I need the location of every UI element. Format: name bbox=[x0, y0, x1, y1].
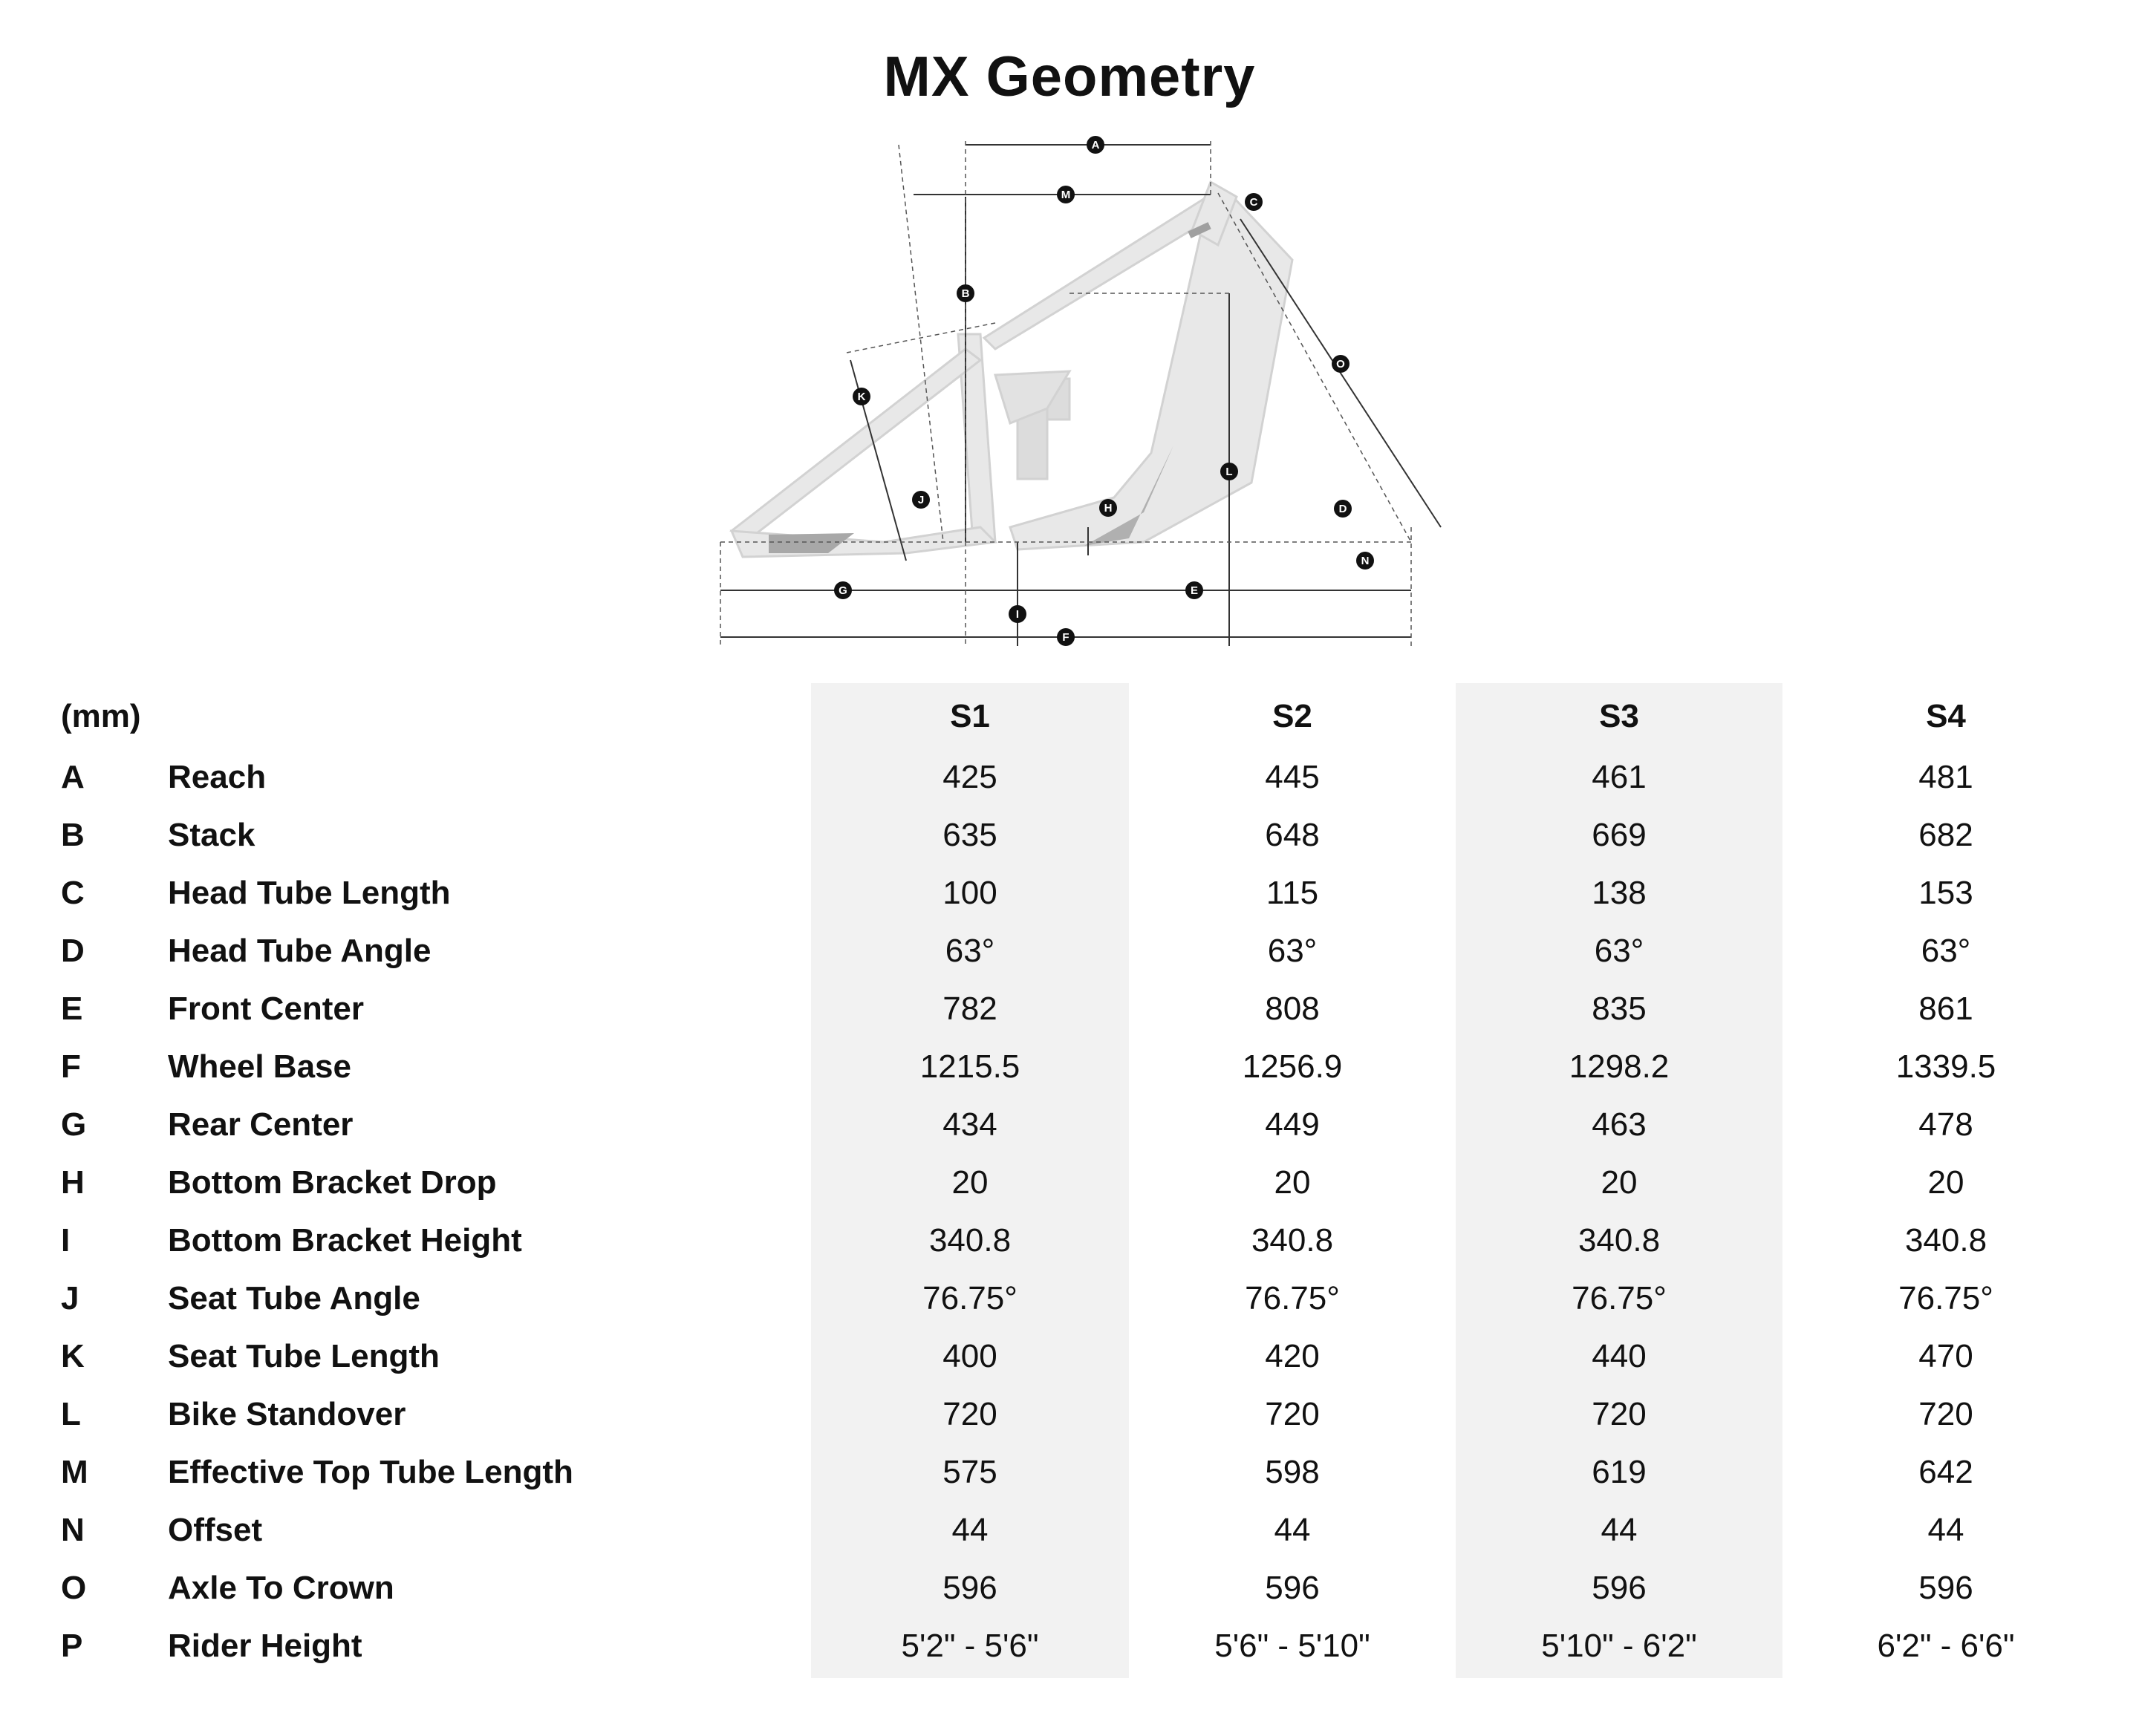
row-label: Front Center bbox=[168, 991, 364, 1027]
cell-s4: 340.8 bbox=[1904, 1222, 1987, 1259]
size-header-s1: S1 bbox=[950, 698, 990, 734]
cell-s3: 669 bbox=[1592, 817, 1647, 853]
cell-s1: 400 bbox=[942, 1338, 997, 1374]
guide-seat-axis bbox=[899, 145, 943, 542]
size-header-s2: S2 bbox=[1272, 698, 1312, 734]
cell-s3: 44 bbox=[1601, 1512, 1638, 1548]
table-row bbox=[0, 991, 2139, 1048]
cell-s4: 44 bbox=[1927, 1512, 1964, 1548]
cell-s1: 434 bbox=[942, 1106, 997, 1143]
table-row bbox=[0, 1512, 2139, 1570]
cell-s3: 340.8 bbox=[1578, 1222, 1661, 1259]
svg-text:E: E bbox=[1190, 584, 1199, 597]
svg-text:B: B bbox=[961, 287, 970, 300]
cell-s1: 635 bbox=[942, 817, 997, 853]
row-label: Seat Tube Angle bbox=[168, 1280, 420, 1316]
row-letter: A bbox=[61, 759, 85, 795]
table-row bbox=[0, 933, 2139, 991]
row-letter: O bbox=[61, 1570, 87, 1606]
cell-s3: 720 bbox=[1592, 1396, 1647, 1432]
cell-s4: 6'2" - 6'6" bbox=[1877, 1628, 2015, 1664]
cell-s3: 1298.2 bbox=[1569, 1048, 1670, 1085]
cell-s1: 5'2" - 5'6" bbox=[901, 1628, 1039, 1664]
row-label: Rider Height bbox=[168, 1628, 362, 1664]
cell-s1: 340.8 bbox=[928, 1222, 1012, 1259]
row-label: Bike Standover bbox=[168, 1396, 406, 1432]
cell-s3: 63° bbox=[1594, 933, 1644, 969]
row-label: Wheel Base bbox=[168, 1048, 351, 1085]
cell-s3: 20 bbox=[1601, 1164, 1638, 1201]
cell-s2: 648 bbox=[1265, 817, 1320, 853]
svg-text:O: O bbox=[1336, 358, 1345, 371]
row-label: Head Tube Length bbox=[168, 875, 451, 911]
marker-I bbox=[1009, 605, 1026, 623]
cell-s2: 720 bbox=[1265, 1396, 1320, 1432]
cell-s2: 44 bbox=[1274, 1512, 1311, 1548]
cell-s4: 596 bbox=[1918, 1570, 1973, 1606]
cell-s2: 340.8 bbox=[1251, 1222, 1334, 1259]
row-letter: D bbox=[61, 933, 85, 969]
table-row bbox=[0, 759, 2139, 817]
seat-stay bbox=[732, 349, 980, 538]
cell-s1: 1215.5 bbox=[919, 1048, 1020, 1085]
cell-s1: 44 bbox=[951, 1512, 989, 1548]
row-letter: J bbox=[61, 1280, 79, 1316]
marker-F bbox=[1057, 628, 1075, 646]
marker-C bbox=[1245, 193, 1263, 211]
svg-text:F: F bbox=[1062, 631, 1070, 644]
row-letter: H bbox=[61, 1164, 85, 1201]
cell-s1: 425 bbox=[942, 759, 997, 795]
cell-s1: 20 bbox=[951, 1164, 989, 1201]
frame-geometry-diagram bbox=[698, 126, 1456, 661]
cell-s2: 76.75° bbox=[1245, 1280, 1340, 1316]
bike-frame-illustration bbox=[732, 182, 1292, 557]
cell-s4: 478 bbox=[1918, 1106, 1973, 1143]
row-label: Seat Tube Length bbox=[168, 1338, 440, 1374]
cell-s2: 420 bbox=[1265, 1338, 1320, 1374]
table-row bbox=[0, 875, 2139, 933]
cell-s1: 76.75° bbox=[922, 1280, 1018, 1316]
row-label: Bottom Bracket Height bbox=[168, 1222, 522, 1259]
row-letter: L bbox=[61, 1396, 81, 1432]
row-letter: I bbox=[61, 1222, 71, 1259]
cell-s4: 682 bbox=[1918, 817, 1973, 853]
cell-s1: 575 bbox=[942, 1454, 997, 1490]
cell-s2: 115 bbox=[1266, 875, 1319, 911]
row-label: Effective Top Tube Length bbox=[168, 1454, 573, 1490]
cell-s4: 153 bbox=[1918, 875, 1973, 911]
row-letter: C bbox=[61, 875, 85, 911]
marker-J bbox=[912, 491, 930, 509]
cell-s3: 76.75° bbox=[1572, 1280, 1667, 1316]
row-letter: M bbox=[61, 1454, 88, 1490]
marker-D bbox=[1334, 500, 1352, 518]
cell-s1: 596 bbox=[942, 1570, 997, 1606]
size-header-s4: S4 bbox=[1926, 698, 1966, 734]
cell-s3: 619 bbox=[1592, 1454, 1647, 1490]
cell-s1: 100 bbox=[942, 875, 997, 911]
marker-G bbox=[834, 581, 852, 599]
cell-s1: 63° bbox=[945, 933, 995, 969]
table-row bbox=[0, 1048, 2139, 1106]
row-letter: N bbox=[61, 1512, 85, 1548]
row-label: Axle To Crown bbox=[168, 1570, 394, 1606]
row-letter: F bbox=[61, 1048, 81, 1085]
row-letter: E bbox=[61, 991, 83, 1027]
cell-s4: 642 bbox=[1918, 1454, 1973, 1490]
cell-s3: 463 bbox=[1592, 1106, 1647, 1143]
svg-text:I: I bbox=[1015, 608, 1020, 621]
size-header-s3: S3 bbox=[1599, 698, 1639, 734]
cell-s2: 596 bbox=[1265, 1570, 1320, 1606]
table-row bbox=[0, 1106, 2139, 1164]
cell-s2: 598 bbox=[1265, 1454, 1320, 1490]
row-label: Stack bbox=[168, 817, 255, 853]
marker-B bbox=[957, 284, 974, 302]
marker-N bbox=[1356, 552, 1374, 570]
row-label: Head Tube Angle bbox=[168, 933, 432, 969]
table-row bbox=[0, 817, 2139, 875]
svg-text:C: C bbox=[1249, 196, 1258, 209]
table-row bbox=[0, 1164, 2139, 1222]
marker-M bbox=[1057, 186, 1075, 203]
cell-s3: 835 bbox=[1592, 991, 1647, 1027]
table-row bbox=[0, 1628, 2139, 1686]
dimension-lines bbox=[720, 145, 1441, 646]
svg-text:H: H bbox=[1104, 502, 1113, 515]
table-row bbox=[0, 1396, 2139, 1454]
svg-text:L: L bbox=[1225, 466, 1233, 478]
cell-s2: 808 bbox=[1265, 991, 1320, 1027]
row-letter: B bbox=[61, 817, 85, 853]
row-label: Offset bbox=[168, 1512, 263, 1548]
cell-s4: 63° bbox=[1921, 933, 1971, 969]
cell-s1: 720 bbox=[942, 1396, 997, 1432]
svg-text:K: K bbox=[857, 391, 866, 403]
cell-s4: 481 bbox=[1918, 759, 1973, 795]
table-row bbox=[0, 1454, 2139, 1512]
cell-s2: 445 bbox=[1265, 759, 1320, 795]
cell-s3: 461 bbox=[1592, 759, 1647, 795]
row-label: Bottom Bracket Drop bbox=[168, 1164, 497, 1201]
row-letter: G bbox=[61, 1106, 87, 1143]
cell-s4: 861 bbox=[1918, 991, 1973, 1027]
row-label: Reach bbox=[168, 759, 267, 795]
marker-L bbox=[1220, 463, 1238, 480]
cell-s2: 449 bbox=[1265, 1106, 1320, 1143]
cell-s1: 782 bbox=[942, 991, 997, 1027]
cell-s4: 1339.5 bbox=[1895, 1048, 1996, 1085]
svg-text:A: A bbox=[1091, 139, 1100, 151]
table-row bbox=[0, 1222, 2139, 1280]
row-label: Rear Center bbox=[168, 1106, 354, 1143]
cell-s3: 5'10" - 6'2" bbox=[1541, 1628, 1697, 1664]
table-row bbox=[0, 1338, 2139, 1396]
svg-text:J: J bbox=[917, 494, 925, 506]
page-title: MX Geometry bbox=[883, 45, 1256, 108]
marker-O bbox=[1332, 355, 1350, 373]
cell-s4: 76.75° bbox=[1898, 1280, 1993, 1316]
cell-s2: 5'6" - 5'10" bbox=[1214, 1628, 1370, 1664]
marker-E bbox=[1185, 581, 1203, 599]
cell-s3: 596 bbox=[1592, 1570, 1647, 1606]
marker-A bbox=[1087, 136, 1104, 154]
unit-label: (mm) bbox=[61, 698, 141, 734]
svg-text:N: N bbox=[1361, 555, 1370, 567]
cell-s3: 440 bbox=[1592, 1338, 1647, 1374]
cell-s2: 63° bbox=[1267, 933, 1318, 969]
table-row bbox=[0, 1280, 2139, 1338]
cell-s2: 1256.9 bbox=[1242, 1048, 1343, 1085]
table-row bbox=[0, 1570, 2139, 1628]
cell-s4: 470 bbox=[1918, 1338, 1973, 1374]
svg-text:D: D bbox=[1338, 503, 1347, 515]
cell-s4: 720 bbox=[1918, 1396, 1973, 1432]
cell-s4: 20 bbox=[1927, 1164, 1964, 1201]
cell-s3: 138 bbox=[1592, 875, 1647, 911]
marker-K bbox=[853, 388, 870, 405]
cell-s2: 20 bbox=[1274, 1164, 1311, 1201]
svg-text:M: M bbox=[1061, 189, 1071, 201]
row-letter: K bbox=[61, 1338, 85, 1374]
svg-text:G: G bbox=[839, 584, 847, 597]
marker-H bbox=[1099, 499, 1117, 517]
row-letter: P bbox=[61, 1628, 83, 1664]
